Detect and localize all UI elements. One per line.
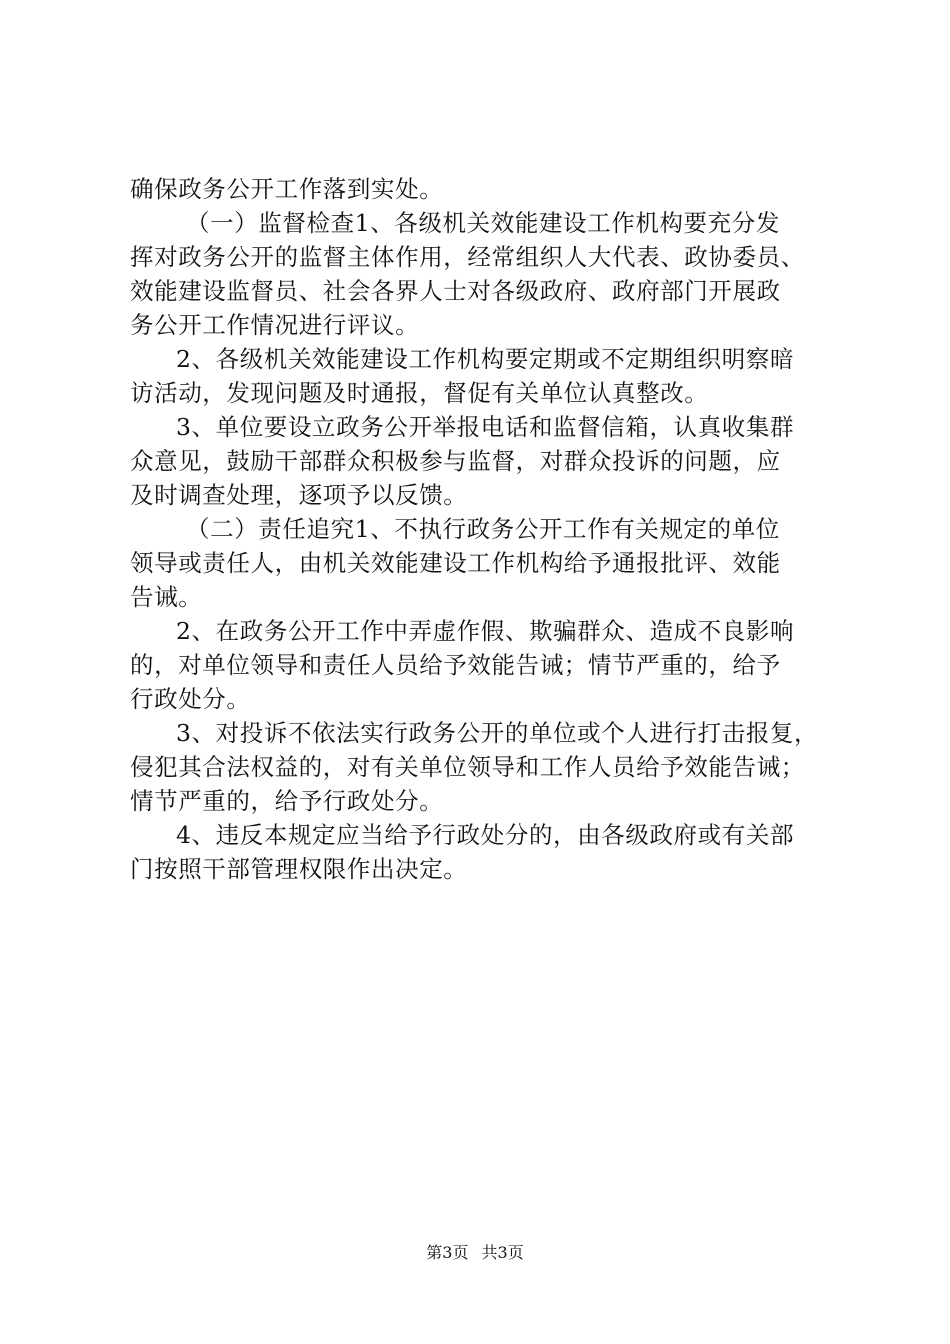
body-line: 4、违反本规定应当给予行政处分的，由各级政府或有关部 <box>176 821 795 849</box>
body-line: 2、在政务公开工作中弄虚作假、欺骗群众、造成不良影响 <box>176 617 795 645</box>
page-number: 第3页 <box>426 1243 469 1262</box>
body-line: 挥对政务公开的监督主体作用，经常组织人大代表、政协委员、 <box>130 243 805 271</box>
body-line: 的，对单位领导和责任人员给予效能告诫；情节严重的，给予 <box>130 651 781 679</box>
body-line: 3、对投诉不依法实行政务公开的单位或个人进行打击报复， <box>176 719 819 747</box>
body-line: 情节严重的，给予行政处分。 <box>130 787 444 815</box>
body-line: （二）责任追究1、不执行政务公开工作有关规定的单位 <box>186 515 780 543</box>
body-line: 行政处分。 <box>130 685 251 713</box>
page-footer <box>0 1243 950 1263</box>
body-line: （一）监督检查1、各级机关效能建设工作机构要充分发 <box>186 209 780 237</box>
body-line: 领导或责任人，由机关效能建设工作机构给予通报批评、效能 <box>130 549 781 577</box>
body-line: 3、单位要设立政务公开举报电话和监督信箱，认真收集群 <box>176 413 795 441</box>
body-line: 侵犯其合法权益的，对有关单位领导和工作人员给予效能告诫； <box>130 753 805 781</box>
body-line: 及时调查处理，逐项予以反馈。 <box>130 481 468 509</box>
body-line: 众意见，鼓励干部群众积极参与监督，对群众投诉的问题，应 <box>130 447 781 475</box>
body-line: 务公开工作情况进行评议。 <box>130 311 420 339</box>
body-line: 效能建设监督员、社会各界人士对各级政府、政府部门开展政 <box>130 277 781 305</box>
body-line: 访活动，发现问题及时通报，督促有关单位认真整改。 <box>130 379 709 407</box>
page-total: 共3页 <box>481 1243 524 1262</box>
body-line: 2、各级机关效能建设工作机构要定期或不定期组织明察暗 <box>176 345 795 373</box>
body-line: 门按照干部管理权限作出决定。 <box>130 855 468 883</box>
body-line: 告诫。 <box>130 583 203 611</box>
body-line: 确保政务公开工作落到实处。 <box>130 175 444 203</box>
